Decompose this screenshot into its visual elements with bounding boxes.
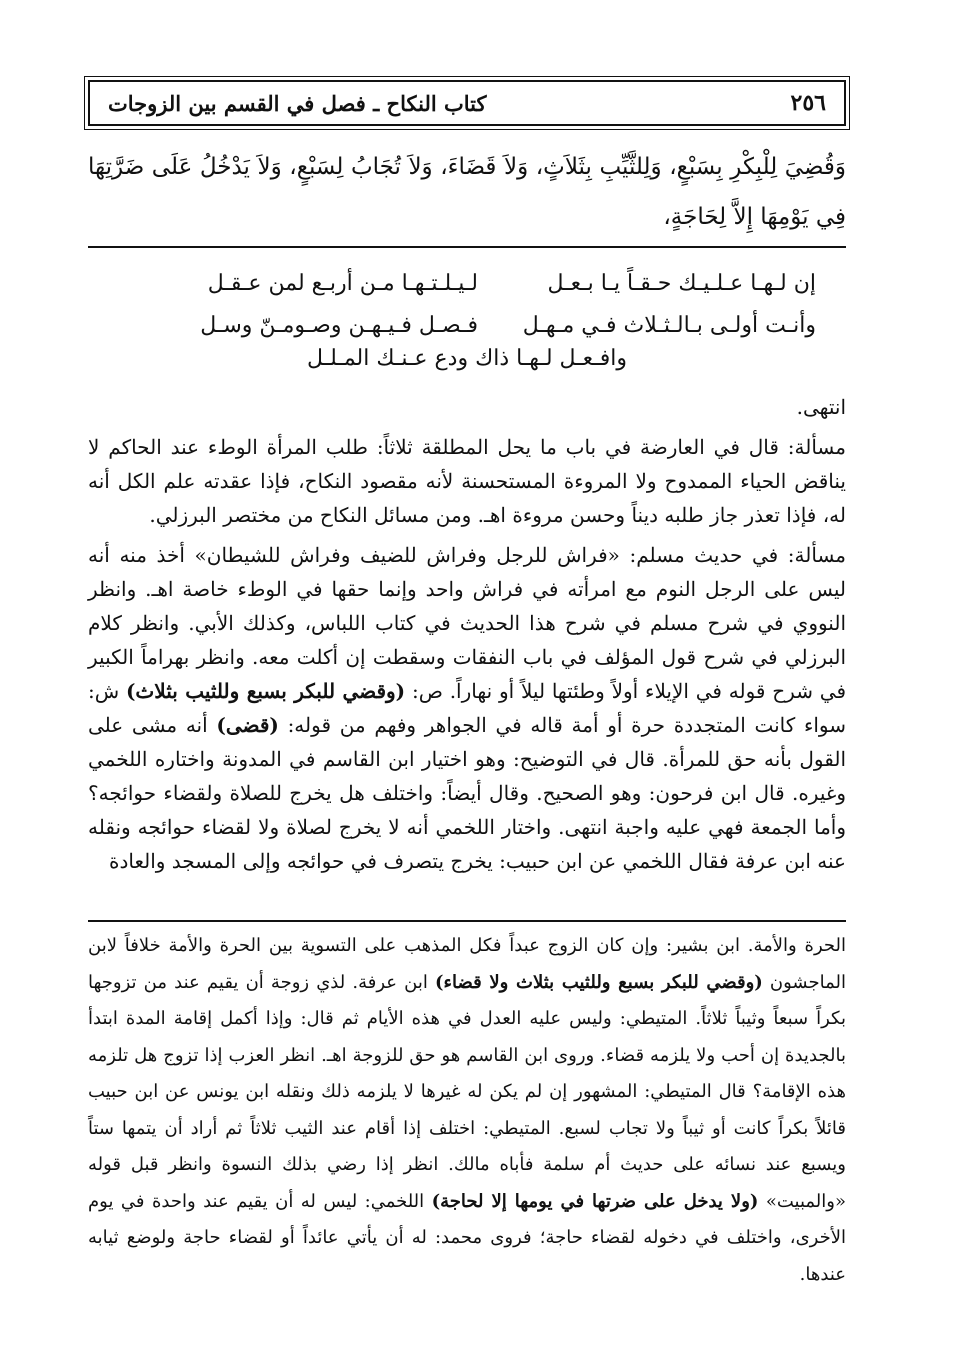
footnotes (88, 928, 846, 1293)
footnote-quote: (وقضي للبكر بسبع وللثيب بثلاث ولا قضاء) (435, 971, 763, 993)
footnote-part: اللخمي: ليس له أن يقيم عند واحدة في يوم الأخرى، واختلف في دخوله لقضاء حاجة؛ فروى محمد: له أن يأتي عائداً أو لقضاء حاجة ولوضع ثيابه عندها. (88, 1190, 846, 1285)
divider-top (88, 246, 846, 248)
footnote-quote: (ولا يدخل على ضرتها في يومها إلا لحاجة) (431, 1190, 759, 1212)
hemistich: وأنـت أولـى بـالـثـلاث فـي مـهـل (522, 312, 816, 338)
commentary (88, 390, 846, 884)
quoted-matn: (وقضي للبكر بسبع وللثيب بثلاث) (125, 679, 406, 703)
footnote-part: ابن عرفة. لذي زوجة أن يقيم عند من تزوجها بكراً سبعاً وثيباً ثلاثاً. المتيطي: وليس عليه العدل في هذه الأيام ثم قال: وإذا أكمل إقامة المدة ابتدأ بالجديدة إن أحب ولا يلزمه قضاء. وروى ابن القاسم هو حق للزوجة اهـ. انظر العزب إذا تزوج هل تلزمه هذه الإقامة؟ قال المتيطي: المشهور إن لم يكن له غيرها لا يلزمه ذلك ونقله ابن يونس عن ابن حبيب قائلاً بكراً كانت أو ثيباً ولا تجاب لسبع. المتيطي: اختلف إذا أقام عند الثيب ثلاثاً ثم أراد أن يتمها ستاً ويسبع عند نسائه على حديث أم سلمة فأباه مالك. انظر إذا رضي بذلك النسوة وانظر قبل قوله «والمبيت» (88, 971, 846, 1212)
hemistich: إن لـهـا عـلـيـك حـقـاً يـا بـعـل (547, 270, 816, 296)
divider-footnotes (88, 920, 846, 922)
matn-text: وَقُضِيَ لِلْبِكْرِ بِسَبْعٍ، وَلِلثَّيِّبِ بِثَلاَثٍ، وَلاَ قَضَاءَ، وَلاَ تُجَابُ لِسَبْعٍ، وَلاَ يَدْخُلُ عَلَى ضَرَّتِهَا فِي يَوْمِهَا إِلاَّ لِحَاجَةٍ، (88, 154, 846, 230)
chapter-title: كتاب النكاح ـ فصل في القسم بين الزوجات (108, 90, 487, 116)
paragraph-1: مسألة: قال في العارضة في باب ما يحل المطلقة ثلاثاً: طلب المرأة الوطء عند الحاكم لا يناقض الحياء الممدوح ولا المروءة المستحسنة لأنه مقصود النكاح، فإذا عقدته علم الكل أنه له، فإذا تعذر جاز طلبه ديناً وحسن مروءة اهـ. ومن مسائل النكاح من مختصر البرزلي. (88, 435, 846, 527)
poem (88, 262, 846, 388)
paragraph-2-text: أنه مشى على القول بأنه حق للمرأة. قال في التوضيح: وهو اختيار ابن القاسم في المدونة واختاره اللخمي وغيره. قال ابن فرحون: وهو الصحيح. وقال أيضاً: واختلف هل يخرج للصلاة ولقضاء حوائجه؟ وأما الجمعة فهي عليه واجبة انتهى. واختار اللخمي أنه لا يخرج لصلاة ولا لقضاء حوائجه ونقله عنه ابن عرفة فقال اللخمي عن ابن حبيب: يخرج يتصرف في حوائجه وإلى المسجد والعادة (88, 713, 846, 873)
paragraph-2 (88, 538, 846, 878)
hemistich: لـيـلـتـهـا مـن أربـع لمن عـقـل (207, 270, 478, 296)
page-header (88, 80, 846, 126)
footnote-text (88, 928, 846, 1293)
page-number: ٢٥٦ (790, 90, 826, 116)
poem-verse (88, 262, 846, 304)
hemistich: فـصـل فـيـهـن وصـومـنّ وسـل (200, 312, 478, 338)
footnote-part: الحرة والأمة. ابن بشير: وإن كان الزوج عبداً فكل المذهب على التسوية بين الحرة والأمة خلافاً لابن الماجشون (88, 935, 846, 993)
poem-verse (88, 304, 846, 346)
quoted-word: (قضى) (216, 713, 279, 737)
paragraph-2-text: ش: سواء كانت المتجددة حرة أو أمة قاله في الجواهر وفهم من قوله: (88, 679, 847, 737)
poem-verse-last: وافـعـل لـهـا ذاك ودع عـنـك المـلـل (307, 346, 627, 371)
intaha: انتهى. (796, 395, 846, 419)
paragraph-2-text: مسألة: في حديث مسلم: «فراش للرجل وفراش للضيف وفراش للشيطان» أخذ منه أنه ليس على الرجل النوم مع امرأته في فراش واحد وإنما حقها في الوطء خاصة اهـ. وانظر النووي في شرح مسلم في شرح هذا الحديث في كتاب اللباس، وكذلك الأبي. وانظر كلام البرزلي في شرح قول المؤلف في باب النفقات وسقطت إن أكلت معه. وانظر بهراماً الكبير في شرح قوله في الإيلاء أولاً وطئتها ليلاً أو نهاراً. ص: (88, 543, 847, 703)
